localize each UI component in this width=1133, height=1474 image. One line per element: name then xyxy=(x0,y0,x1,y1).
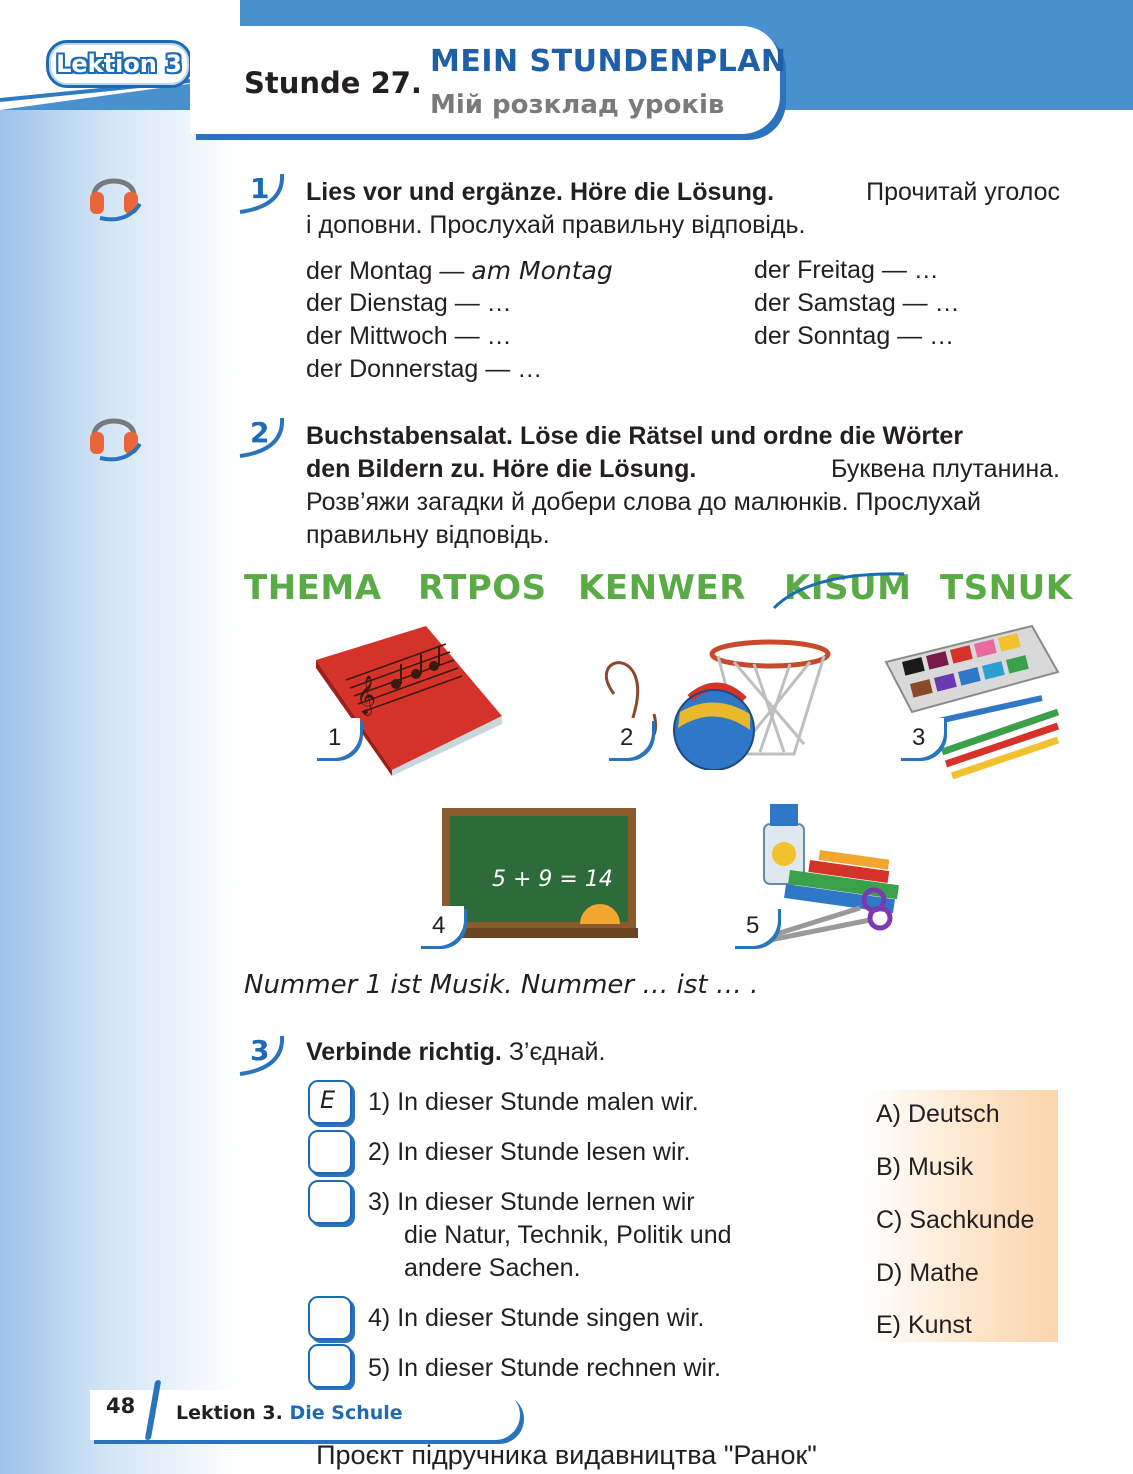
option-b: B) Musik xyxy=(876,1153,974,1181)
option-d: D) Mathe xyxy=(876,1259,979,1287)
picture-number-3: 3 xyxy=(898,718,944,758)
option-e: E) Kunst xyxy=(876,1311,972,1339)
day-row-montag: der Montag — am Montag xyxy=(306,256,613,285)
answer-box-4[interactable] xyxy=(308,1296,352,1340)
statement-4: 4) In dieser Stunde singen wir. xyxy=(368,1304,705,1332)
page-title-ua: Мій розклад уроків xyxy=(430,90,725,120)
svg-text:𝄞: 𝄞 xyxy=(356,675,377,715)
task-2-number: 2 xyxy=(236,412,286,462)
crossout-stroke xyxy=(770,568,910,612)
chalkboard-image xyxy=(440,806,640,940)
scrambled-word-2: RTPOS xyxy=(418,568,547,608)
picture-number-2: 2 xyxy=(606,718,652,758)
picture-number-1: 1 xyxy=(314,718,360,758)
scrambled-word-3: KENWER xyxy=(578,568,746,608)
statement-3-line-2: die Natur, Technik, Politik und xyxy=(404,1221,732,1249)
board-text: 5 + 9 = 14 xyxy=(492,867,613,892)
day-row-dienstag: der Dienstag — … xyxy=(306,289,512,317)
answer-box-5[interactable] xyxy=(308,1344,352,1388)
scrambled-word-5: TSNUK xyxy=(940,568,1073,608)
day-row-freitag: der Freitag — … xyxy=(754,256,939,284)
task-1-number: 1 xyxy=(236,168,286,218)
publisher-note: Проєкт підручника видавництва "Ранок" xyxy=(316,1440,817,1470)
answer-box-1[interactable]: E xyxy=(308,1080,352,1124)
answer-box-2[interactable] xyxy=(308,1130,352,1174)
day-row-donnerstag: der Donnerstag — … xyxy=(306,355,543,383)
day-row-samstag: der Samstag — … xyxy=(754,289,960,317)
headphones-icon[interactable] xyxy=(86,404,142,462)
option-a: A) Deutsch xyxy=(876,1100,1000,1128)
option-c: C) Sachkunde xyxy=(876,1206,1035,1234)
footer-lektion: Lektion 3. Die Schule xyxy=(176,1402,403,1424)
page-number: 48 xyxy=(106,1394,136,1418)
paints-pencils-image xyxy=(882,622,1060,782)
task-3-number: 3 xyxy=(236,1030,286,1080)
headphones-icon[interactable] xyxy=(86,164,142,222)
statement-5: 5) In dieser Stunde rechnen wir. xyxy=(368,1354,721,1382)
statement-3-line-3: andere Sachen. xyxy=(404,1254,581,1282)
task-1-instruction: Lies vor und ergänze. Höre die Lösung. Прочитай уголос і доповни. Прослухай правильну відповідь. xyxy=(306,178,1060,239)
example-sentence: Nummer 1 ist Musik. Nummer … ist … . xyxy=(244,970,759,1000)
lektion-badge: Lektion 3 xyxy=(46,40,192,88)
lesson-number: Stunde 27. xyxy=(244,66,422,100)
picture-number-4: 4 xyxy=(418,906,464,946)
scrambled-word-4: KISUM xyxy=(784,568,912,608)
picture-number-5: 5 xyxy=(732,906,778,946)
day-row-mittwoch: der Mittwoch — … xyxy=(306,322,512,350)
task-2-instruction: Buchstabensalat. Löse die Rätsel und ordne die Wörter den Bildern zu. Höre die Lösung. Буквена плутанина. Розв’яжи загадки й добери слова до малюнків. Прослухай правильну відповідь. xyxy=(306,422,1060,549)
statement-2: 2) In dieser Stunde lesen wir. xyxy=(368,1138,691,1166)
task-3-instruction: Verbinde richtig. З’єднай. xyxy=(306,1038,606,1066)
statement-1: 1) In dieser Stunde malen wir. xyxy=(368,1088,699,1116)
answer-box-3[interactable] xyxy=(308,1180,352,1224)
statement-3: 3) In dieser Stunde lernen wir xyxy=(368,1188,695,1216)
page-title-de: MEIN STUNDENPLAN xyxy=(430,44,787,79)
scrambled-word-1: THEMA xyxy=(244,568,382,608)
day-row-sonntag: der Sonntag — … xyxy=(754,322,955,350)
